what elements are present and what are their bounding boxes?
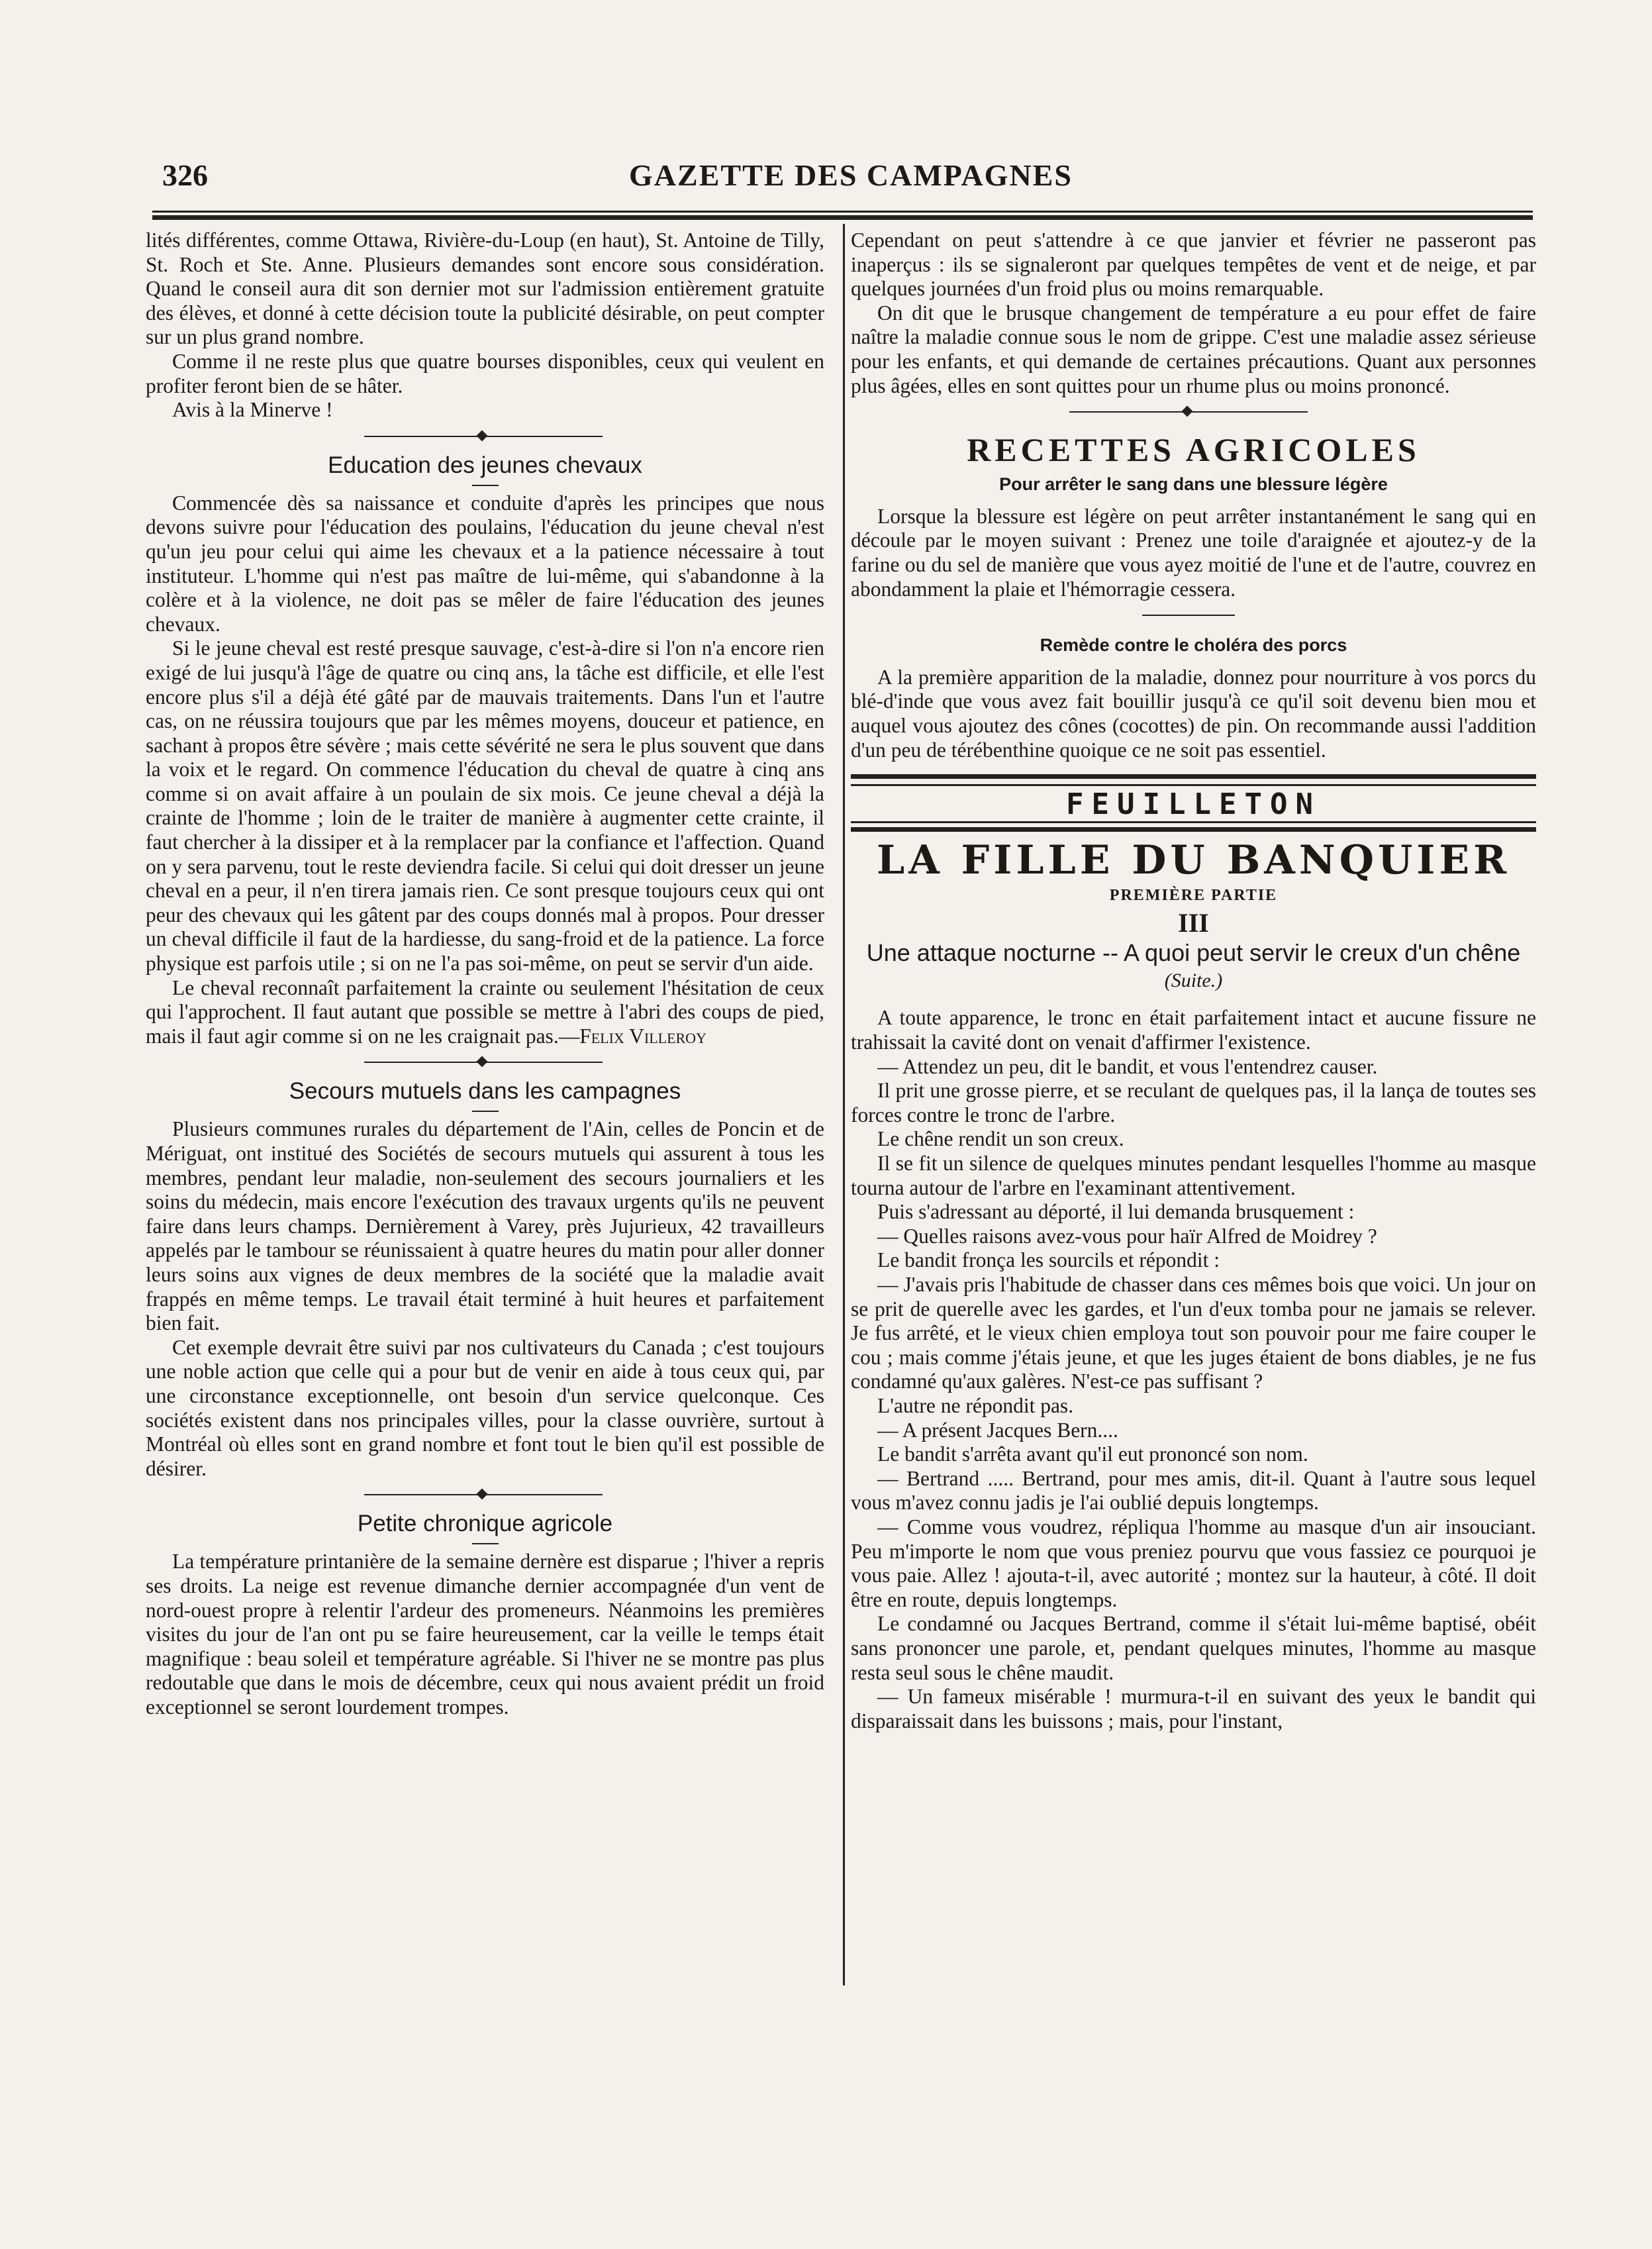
novel-paragraph: A toute apparence, le tronc en était parfaitement intact et aucune fissure ne trahissait la cavité dont on venait d'affirmer l'existence. <box>851 1006 1536 1054</box>
novel-title: LA FILLE DU BANQUIER <box>877 836 1510 883</box>
chapter-title: Une attaque nocturne -- A quoi peut servir le creux d'un chêne <box>866 938 1521 966</box>
section-title-recettes: RECETTES AGRICOLES <box>967 431 1420 469</box>
intro-paragraph: Avis à la Minerve ! <box>172 398 333 422</box>
feuilleton-rule <box>851 821 1536 832</box>
section-separator <box>146 1048 824 1077</box>
recipe-title: Remède contre le choléra des porcs <box>1040 635 1347 656</box>
novel-paragraph: — Bertrand ..... Bertrand, pour mes amis, dit-il. Quant à l'autre sous lequel vous m'avez connu jadis je l'ai oublié depuis longtemps. <box>851 1466 1536 1515</box>
article-paragraph: Le cheval reconnaît parfaitement la crainte ou seulement l'hésitation de ceux qui l'approchent. Il faut autant que possible se mettre à l'abri des coups de pied, mais il faut agir comme si on ne les craignait pas.—Felix Villeroy <box>146 975 824 1048</box>
title-dash <box>472 1111 499 1112</box>
novel-paragraph: — Attendez un peu, dit le bandit, et vous l'entendrez causer. <box>877 1054 1378 1078</box>
article-paragraph: A la première apparition de la maladie, donnez pour nourriture à vos porcs du blé-d'inde que vous avez fait bouillir jusqu'à ce qu'il soit devenu bien mou et auquel vous ajoutez des cônes (cocottes) de pin. On recommande aussi l'addition d'un peu de térébenthine quoique ce ne soit pas essentiel. <box>851 665 1536 762</box>
column-divider <box>843 224 845 1985</box>
novel-paragraph: — A présent Jacques Bern.... <box>877 1418 1118 1442</box>
novel-part: PREMIÈRE PARTIE <box>1109 886 1278 904</box>
novel-paragraph: Le bandit s'arrêta avant qu'il eut prononcé son nom. <box>877 1442 1308 1466</box>
section-title-education: Education des jeunes chevaux <box>328 452 642 478</box>
feuilleton-label: FEUILLETON <box>1066 787 1321 822</box>
section-separator <box>146 1481 824 1510</box>
section-separator <box>851 601 1536 630</box>
novel-paragraph: Il prit une grosse pierre, et se reculant de quelques pas, il la lança de toutes ses forces contre le tronc de l'arbre. <box>851 1079 1536 1126</box>
header-rule <box>152 211 1533 220</box>
novel-paragraph: — Un fameux misérable ! murmura-t-il en suivant des yeux le bandit qui disparaissait dans les buissons ; mais, pour l'instant, <box>851 1685 1536 1732</box>
recipe-title: Pour arrêter le sang dans une blessure légère <box>999 474 1388 495</box>
novel-paragraph: — J'avais pris l'habitude de chasser dans ces mêmes bois que voici. Un jour on se prit de querelle avec les gardes, et l'un d'eux tomba pour ne jamais se relever. Je fus arrêté, et le vieux chien employa tout son pouvoir pour me faire couper le cou ; mais comme j'étais jeune, et que les juges étaient de bons diables, je ne fus condamné qu'aux galères. N'est-ce pas suffisant ? <box>851 1273 1536 1393</box>
novel-paragraph: Il se fit un silence de quelques minutes pendant lesquelles l'homme au masque tourna autour de l'arbre en l'examinant attentivement. <box>851 1152 1536 1199</box>
feuilleton-rule <box>851 774 1536 786</box>
section-title-chronique: Petite chronique agricole <box>357 1511 613 1537</box>
novel-paragraph: Puis s'adressant au déporté, il lui demanda brusquement : <box>877 1200 1355 1224</box>
section-separator <box>146 423 824 452</box>
section-title-secours: Secours mutuels dans les campagnes <box>289 1078 681 1105</box>
title-dash <box>472 1543 499 1544</box>
article-paragraph: Cependant on peut s'attendre à ce que janvier et février ne passeront pas inaperçus : ils se signaleront par quelques tempêtes de vent et de neige, et par quelques journées d'un froid plus ou moins remarquable. <box>851 228 1536 301</box>
suite-label: (Suite.) <box>1164 969 1223 991</box>
running-title: GAZETTE DES CAMPAGNES <box>629 158 1073 192</box>
right-column <box>851 228 1536 1733</box>
novel-paragraph: L'autre ne répondit pas. <box>877 1393 1074 1417</box>
left-column <box>146 228 824 1719</box>
article-paragraph: Plusieurs communes rurales du département de l'Ain, celles de Poncin et de Mériguat, ont institué des Sociétés de secours mutuels qui assurent à tous les membres, pendant leur maladie, non-seulement des secours journaliers et les soins du médecin, mais encore l'exécution des travaux urgents qu'ils ne peuvent faire dans leurs champs. Dernièrement à Varey, près Jujurieux, 42 travailleurs appelés par le tambour se réunissaient à quatre heures du matin pour aller donner leurs soins aux vignes de deux membres de la société que la maladie avait frappés en même temps. Le travail était terminé à huit heures et parfaitement bien fait. <box>146 1117 824 1335</box>
novel-paragraph: — Comme vous voudrez, répliqua l'homme au masque d'un air insouciant. Peu m'importe le nom que vous preniez pourvu que vous fassiez ce pourquoi je vous paie. Allez ! ajouta-t-il, avec autorité ; montez sur la hauteur, à côté. Il doit être en route, depuis longtemps. <box>851 1515 1536 1611</box>
page-header <box>162 158 1539 197</box>
article-paragraph: Commencée dès sa naissance et conduite d'après les principes que nous devons suivre pour l'éducation des poulains, l'éducation du jeune cheval n'est qu'un jeu pour celui qui aime les chevaux et a la patience nécessaire à tout instituteur. L'homme qui n'est pas maître de lui-même, qui s'abandonne à la colère et à la violence, ne doit pas se mêler de faire l'éducation des jeunes chevaux. <box>146 491 824 636</box>
article-paragraph: Si le jeune cheval est resté presque sauvage, c'est-à-dire si l'on n'a encore rien exigé de lui jusqu'à l'âge de quatre ou cinq ans, la tâche est difficile, et elle l'est encore plus s'il a déjà été gâté par de mauvais traitements. Dans l'un et l'autre cas, on ne réussira toujours que par les mêmes moyens, douceur et patience, en sachant à propos être sévère ; mais cette sévérité ne sera le plus souvent que dans la voix et le regard. On commence l'éducation du cheval de quatre à cinq ans comme si on avait affaire à un poulain de six mois. Ce jeune cheval a déjà la crainte de l'homme ; loin de le traiter de manière à augmenter cette crainte, il faut chercher à la dissiper et à la remplacer par la confiance et l'affection. Quand on y sera parvenu, tout le reste deviendra facile. Si celui qui doit dresser un jeune cheval en a peur, il n'en tirera jamais rien. Ce sont presque toujours ceux qui ont peur des chevaux qui les gâtent par des coups donnés mal à propos. Pour dresser un cheval difficile il faut de la hardiesse, du sang-froid et de la patience. La force physique est parfois utile ; si on ne l'a pas soi-même, on peut se servir d'un aide. <box>146 636 824 975</box>
title-dash <box>472 485 499 486</box>
article-paragraph: Cet exemple devrait être suivi par nos cultivateurs du Canada ; c'est toujours une noble action que celle qui a pour but de venir en aide à tous ceux qui, par une circonstance exceptionnelle, ont besoin d'un service quelconque. Ces sociétés existent dans nos principales villes, pour la classe ouvrière, surtout à Montréal où elles sont en grand nombre et font tout le bien qu'il est possible de désirer. <box>146 1335 824 1480</box>
novel-paragraph: — Quelles raisons avez-vous pour haïr Alfred de Moidrey ? <box>877 1224 1377 1248</box>
article-paragraph: La température printanière de la semaine dernère est disparue ; l'hiver a repris ses droits. La neige est revenue dimanche dernier accompagnée d'un vent de nord-ouest propre à relentir l'ardeur des promeneurs. Néanmoins les premières visites du jour de l'an ont pu se faire heureusement, car la veille le temps était magnifique : beau soleil et température agréable. Si l'hiver ne se montre pas plus redoutable que dans le mois de décembre, ceux qui nous avaient prédit un froid exceptionnel se seront lourdement trompes. <box>146 1550 824 1719</box>
novel-paragraph: Le condamné ou Jacques Bertrand, comme il s'était lui-même baptisé, obéit sans prononcer une parole, et, pendant quelques minutes, l'homme au masque resta seul sous le chêne maudit. <box>851 1612 1536 1684</box>
article-signature: —Felix Villeroy <box>558 1024 706 1048</box>
intro-paragraph: Comme il ne reste plus que quatre bourses disponibles, ceux qui veulent en profiter feront bien de se hâter. <box>146 349 824 397</box>
article-paragraph: Lorsque la blessure est légère on peut arrêter instantanément le sang qui en découle par le moyen suivant : Prenez une toile d'araignée et ajoutez-y de la farine ou du sel de manière que vous ayez moitié de l'une et de l'autre, couvrez en abondamment la plaie et l'hémorragie cessera. <box>851 504 1536 601</box>
page-number: 326 <box>162 158 208 192</box>
article-paragraph: On dit que le brusque changement de température a eu pour effet de faire naître la maladie connue sous le nom de grippe. C'est une maladie assez sérieuse pour les enfants, et qui demande de certaines précautions. Quant aux personnes plus âgées, elles en sont quittes pour un rhume plus ou moins prononcé. <box>851 301 1536 397</box>
section-separator <box>851 398 1536 427</box>
chapter-number: III <box>1178 908 1209 938</box>
novel-paragraph: Le bandit fronça les sourcils et répondit : <box>877 1248 1220 1272</box>
novel-paragraph: Le chêne rendit un son creux. <box>877 1127 1124 1151</box>
intro-paragraph: lités différentes, comme Ottawa, Rivière-du-Loup (en haut), St. Antoine de Tilly, St. Roch et Ste. Anne. Plusieurs demandes sont encore sous considération. Quand le conseil aura dit son dernier mot sur l'admission entièrement gratuite des élèves, et donné à cette décision toute la publicité désirable, on peut compter sur un plus grand nombre. <box>146 228 824 349</box>
